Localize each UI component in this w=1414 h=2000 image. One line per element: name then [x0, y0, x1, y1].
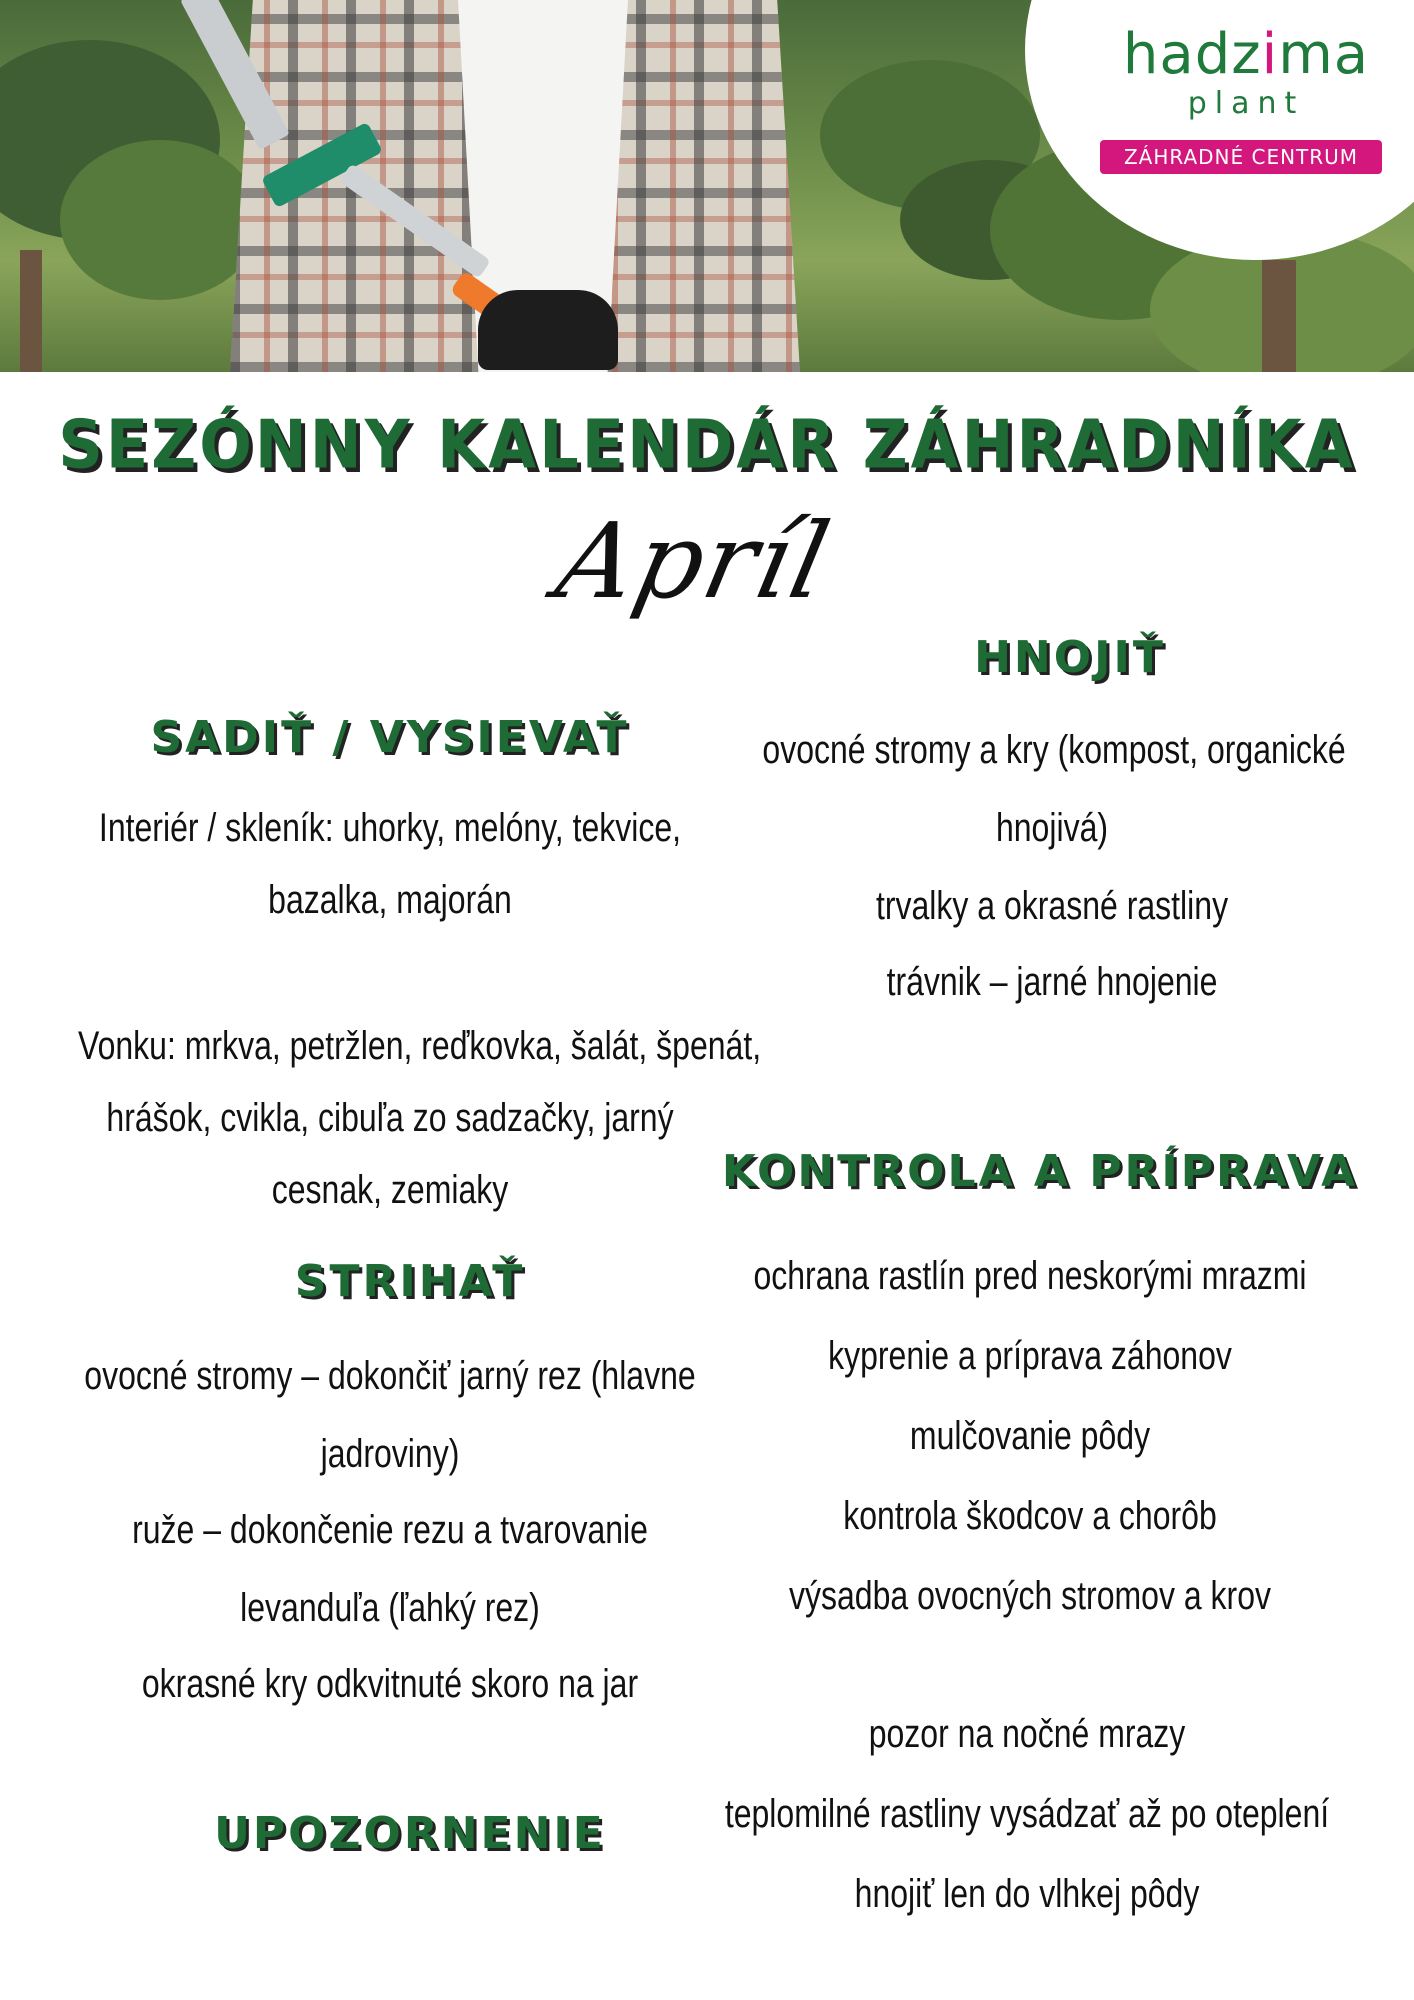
text-line: bazalka, majorán [268, 878, 512, 922]
tulip-icon: i [1261, 22, 1279, 87]
text-line: mulčovanie pôdy [909, 1414, 1151, 1458]
text-line: levanduľa (ľahký rez) [240, 1586, 540, 1630]
text-line: ovocné stromy – dokončiť jarný rez (hlavne [84, 1354, 696, 1398]
text-line: cesnak, zemiaky [271, 1168, 509, 1212]
heading-kontrola: KONTROLA A PRÍPRAVA [721, 1146, 1359, 1197]
heading-upozornenie: UPOZORNENIE [214, 1808, 606, 1859]
heading-strihat: STRIHAŤ [294, 1256, 526, 1307]
text-line: teplomilné rastliny vysádzať až po oteplení [724, 1792, 1330, 1836]
text-line: Interiér / skleník: uhorky, melóny, tekvice, [98, 806, 682, 850]
text-line: hrášok, cvikla, cibuľa zo sadzačky, jarný [106, 1096, 674, 1140]
month-title: Apríl [547, 500, 841, 622]
text-line: jadroviny) [320, 1432, 460, 1476]
brand-logo: hadzima [1122, 22, 1370, 87]
brand-badge: ZÁHRADNÉ CENTRUM [1100, 140, 1382, 174]
glove [478, 290, 618, 370]
heading-hnojit: HNOJIŤ [974, 632, 1166, 683]
text-line: kontrola škodcov a chorôb [843, 1494, 1217, 1538]
text-line: okrasné kry odkvitnuté skoro na jar [141, 1662, 639, 1706]
text-line: ovocné stromy a kry (kompost, organické [762, 728, 1346, 772]
text-line: ochrana rastlín pred neskorými mrazmi [753, 1254, 1307, 1298]
text-line: hnojiť len do vlhkej pôdy [854, 1872, 1200, 1916]
text-line: trvalky a okrasné rastliny [875, 884, 1229, 928]
heading-sadit: SADIŤ / VYSIEVAŤ [150, 712, 630, 763]
text-line: kyprenie a príprava záhonov [828, 1334, 1232, 1378]
text-line: trávnik – jarné hnojenie [886, 960, 1218, 1004]
text-line: výsadba ovocných stromov a krov [789, 1574, 1271, 1618]
page-title: SEZÓNNY KALENDÁR ZÁHRADNÍKA [58, 405, 1356, 484]
text-line: pozor na nočné mrazy [868, 1712, 1186, 1756]
text-line: hnojivá) [995, 806, 1109, 850]
brand-subtitle: plant [1187, 86, 1305, 121]
text-line: Vonku: mrkva, petržlen, reďkovka, šalát, špenát, [78, 1024, 762, 1068]
text-line: ruže – dokončenie rezu a tvarovanie [132, 1508, 648, 1552]
